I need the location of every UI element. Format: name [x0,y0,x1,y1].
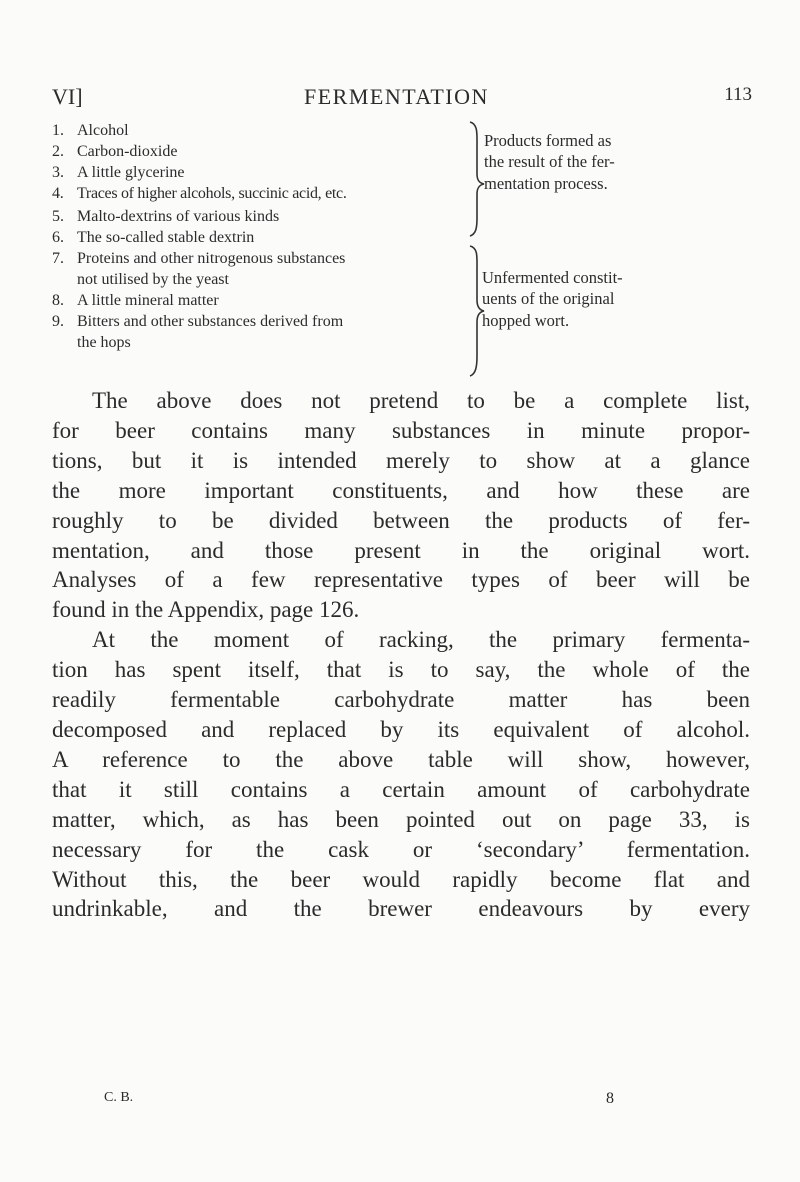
list-item [52,248,345,269]
item-text: The so-called stable dextrin [77,229,255,246]
item-number: 9. [52,313,64,330]
item-number: 6. [52,229,64,246]
item-text: A little glycerine [77,164,185,181]
item-text: Traces of higher alcohols, succinic acid, etc. [77,185,347,202]
item-number: 2. [52,143,64,160]
text-line: the more important constituents, and how these are [52,477,750,503]
list-item [52,120,129,141]
text-line: Without this, the beer would rapidly become flat and [52,866,750,892]
item-number: 5. [52,208,64,225]
list-item [52,183,347,204]
fermentation-products-label [484,130,615,194]
group-label-line: uents of the original [482,289,615,309]
list-item [52,206,279,227]
group-label-line: the result of the fer- [484,152,615,172]
list-item [52,290,219,311]
group-label-line: Unfermented constit- [482,268,623,287]
item-text-continued: the hops [77,334,131,351]
group-label-line: hopped wort. [482,310,570,330]
item-number: 1. [52,122,64,139]
text-line: A reference to the above table will show, however, [52,746,750,772]
item-number: 3. [52,164,64,181]
item-text: Malto-dextrins of various kinds [77,208,280,225]
page-number: 113 [724,84,752,105]
unfermented-constituents-label [482,267,623,331]
item-number: 4. [52,185,64,202]
list-item [52,162,185,183]
item-number: 8. [52,292,64,309]
text-line: that it still contains a certain amount of carbohydrate [52,776,750,802]
text-line: At the moment of racking, the primary fermenta- [92,627,750,653]
text-line: necessary for the cask or ‘secondary’ fermentation. [52,836,750,862]
item-text: Alcohol [77,122,129,139]
signature-mark: C. B. [104,1090,134,1105]
group-label-line: mentation process. [484,173,608,193]
item-text: Proteins and other nitrogenous substances [77,250,346,267]
paragraph [52,625,750,924]
text-line: mentation, and those present in the original wort. [52,537,750,563]
text-line: decomposed and replaced by its equivalent of alcohol. [52,716,750,742]
text-line: undrinkable, and the brewer endeavours by every [52,896,750,922]
text-line: roughly to be divided between the products of fer- [52,507,750,533]
item-number: 7. [52,250,64,267]
text-line: for beer contains many substances in minute propor- [52,417,750,443]
text-line: tion has spent itself, that is to say, the whole of the [52,657,750,683]
list-item [52,311,343,332]
text-line: readily fermentable carbohydrate matter has been [52,687,750,713]
paragraph [52,386,750,625]
item-text-continued: not utilised by the yeast [77,271,229,288]
item-text: Carbon-dioxide [77,143,178,160]
list-item [52,227,254,248]
running-title: FERMENTATION [304,84,489,109]
item-text: A little mineral matter [77,292,219,309]
text-line: found in the Appendix, page 126. [52,597,360,623]
chapter-number: VI] [52,84,83,109]
constituents-table [52,120,752,380]
group-label-line: Products formed as [484,131,612,150]
text-line: matter, which, as has been pointed out on page 33, is [52,806,750,832]
item-text: Bitters and other substances derived from [77,313,344,330]
sheet-number: 8 [606,1090,614,1107]
text-line: Analyses of a few representative types of beer will be [52,567,750,593]
running-header [52,84,752,114]
list-item [52,141,177,162]
text-line: The above does not pretend to be a complete list, [92,388,750,413]
text-line: tions, but it is intended merely to show at a glance [52,447,750,473]
body-text [52,386,750,924]
